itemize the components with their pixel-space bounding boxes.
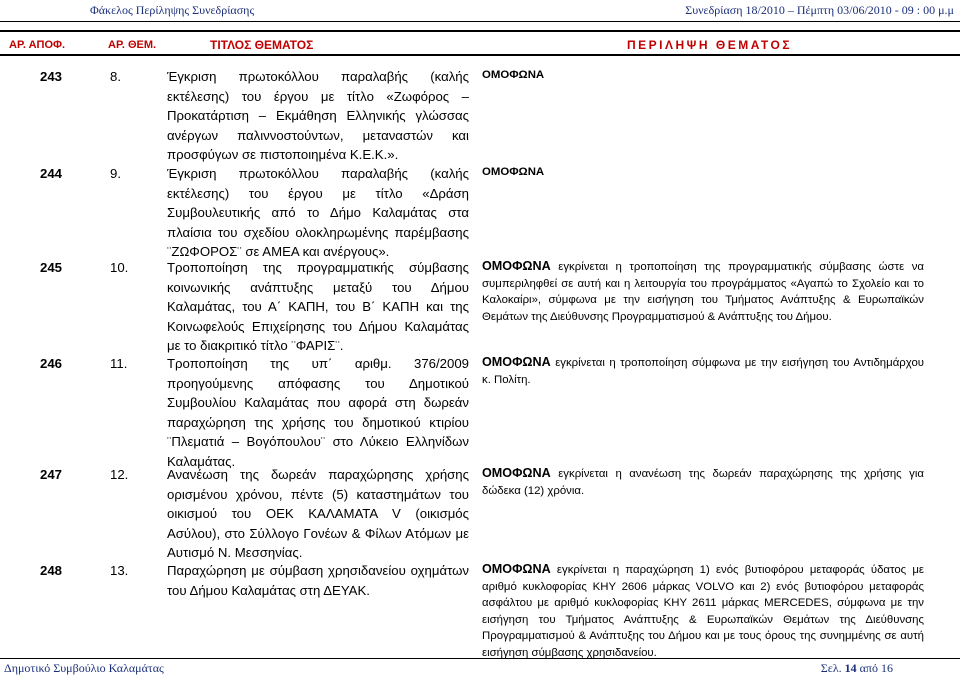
verdict: ΟΜΟΦΩΝΑ: [482, 166, 545, 178]
footer-divider: [0, 658, 960, 659]
topic-title: Έγκριση πρωτοκόλλου παραλαβής (καλής εκτέλεσης) του έργου με τίτλο «Δράση Συμβουλευτικής από το Δήμο Καλαμάτας στα πλαίσια του σχεδίου ολοκληρωμένης παρέμβασης ¨ΖΩΦΟΡΟΣ¨ σε ΑΜΕΑ και ανέργους».: [167, 166, 469, 259]
topic-summary: [482, 354, 924, 388]
column-topic-summary: ΠΕΡΙΛΗΨΗ ΘΕΜΑΤΟΣ: [627, 38, 793, 52]
verdict: ΟΜΟΦΩΝΑ: [482, 562, 551, 576]
topic-summary: [482, 561, 924, 661]
column-decision-number: ΑΡ. ΑΠΟΦ.: [9, 39, 66, 51]
page-footer: [0, 661, 960, 677]
page-indicator: [821, 661, 893, 676]
decision-number: 246: [40, 356, 63, 371]
header-folder-title: Φάκελος Περίληψης Συνεδρίασης: [90, 3, 255, 17]
decision-number: 243: [40, 69, 63, 84]
topic-number: 12.: [110, 467, 129, 482]
topic-title: Τροποποίηση της προγραμματικής σύμβασης κοινωνικής ανάπτυξης μεταξύ του Δήμου Καλαμάτας, του Α΄ ΚΑΠΗ, του Β΄ ΚΑΠΗ και της Κοινωφελούς Επιχείρησης του Δήμου Καλαμάτας με το διακριτικό τίτλο ¨ΦΑΡΙΣ¨.: [167, 260, 469, 353]
footer-council-name: Δημοτικό Συμβούλιο Καλαμάτας: [4, 661, 164, 675]
decision-number: 244: [40, 166, 63, 181]
topic-summary: [482, 465, 924, 499]
topic-number: 9.: [110, 166, 121, 181]
topic-title: Παραχώρηση με σύμβαση χρησιδανείου οχημάτων του Δήμου Καλαμάτας στη ΔΕΥΑΚ.: [167, 563, 469, 598]
page-total: 16: [881, 661, 893, 675]
verdict: ΟΜΟΦΩΝΑ: [482, 259, 551, 273]
topic-title: Ανανέωση της δωρεάν παραχώρησης χρήσης ορισμένου χρόνου, πέντε (5) καταστημάτων του οικισμού του ΟΕΚ ΚΑΛΑΜΑΤΑ V (οικισμός Ασύλου), στο Σύλλογο Γονέων & Φίλων Ατόμων με Αυτισμό Ν. Μεσσηνίας.: [167, 467, 469, 560]
page-prefix: Σελ.: [820, 661, 842, 675]
summary-text: εγκρίνεται η παραχώρηση 1) ενός βυτιοφόρου μεταφοράς ύδατος με αριθμό κυκλοφορίας ΚΗΥ 2606 μάρκας VOLVO και 2) ενός βυτιοφόρου μεταφοράς ασφάλτου με αριθμό κυκλοφορίας ΚΗΥ 2611 μάρκας MERCEDES, σύμφωνα με την εισήγηση του Τμήματος Ανάπτυξης & Ευρωπαϊκών Θεμάτων της Διεύθυνσης Προγραμματισμού & Ανάπτυξης του Δήμου και με τους όρους της συνημμένης σε αυτή εισήγηση σύμβασης χρησιδανείου.: [482, 564, 925, 659]
verdict: ΟΜΟΦΩΝΑ: [482, 69, 545, 81]
running-header: [0, 0, 960, 20]
topic-number: 10.: [110, 260, 129, 275]
topic-number: 13.: [110, 563, 129, 578]
column-topic-number: ΑΡ. ΘΕΜ.: [108, 39, 157, 51]
topic-title: Έγκριση πρωτοκόλλου παραλαβής (καλής εκτέλεσης) του έργου με τίτλο «Ζωφόρος – Προκατάρτιση – Εκμάθηση Ελληνικής γλώσσας ανέργων παλιννοστούντων, μεταναστών και προσφύγων σε πιστοποιημένα Κ.Ε.Κ.».: [167, 69, 469, 162]
topic-number: 11.: [110, 356, 128, 371]
verdict: ΟΜΟΦΩΝΑ: [482, 466, 551, 480]
page-of: από: [859, 661, 878, 675]
decision-number: 245: [40, 260, 63, 275]
decision-number: 248: [40, 563, 63, 578]
page-current: 14: [844, 661, 857, 675]
summary-text: εγκρίνεται η τροποποίηση της προγραμματικής σύμβασης ώστε να συμπεριληφθεί σε αυτή και η λειτουργία του προγράμματος «Αγαπώ το Σχολείο και το Καλοκαίρι», σύμφωνα με την εισήγηση του Τμήματος Ανάπτυξης & Ευρωπαϊκών Θεμάτων της Διεύθυνσης Προγραμματισμού & Ανάπτυξης του Δήμου.: [482, 261, 924, 323]
decision-number: 247: [40, 467, 63, 482]
topic-summary: [482, 258, 924, 325]
header-divider: [0, 21, 960, 22]
verdict: ΟΜΟΦΩΝΑ: [482, 355, 551, 369]
summary-text: εγκρίνεται η ανανέωση της δωρεάν παραχώρησης της χρήσης για δώδεκα (12) χρόνια.: [482, 468, 924, 497]
summary-text: εγκρίνεται η τροποποίηση σύμφωνα με την εισήγηση του Αντιδημάρχου κ. Πολίτη.: [482, 357, 925, 386]
topic-number: 8.: [110, 69, 121, 84]
column-topic-title: ΤΙΤΛΟΣ ΘΕΜΑΤΟΣ: [210, 38, 314, 52]
column-header-bar: [0, 30, 960, 56]
topic-title: Τροποποίηση της υπ΄ αριθμ. 376/2009 προηγούμενης απόφασης του Δημοτικού Συμβουλίου Καλαμάτας που αφορά στη δωρεάν παραχώρηση της χρήσης του δημοτικού κτιρίου ¨Πλεματιά – Βογόπουλου¨ στο Λύκειο Ελληνίδων Καλαμάτας.: [167, 356, 469, 469]
header-session-info: Συνεδρίαση 18/2010 – Πέμπτη 03/06/2010 - 09 : 00 μ.μ: [685, 3, 954, 17]
